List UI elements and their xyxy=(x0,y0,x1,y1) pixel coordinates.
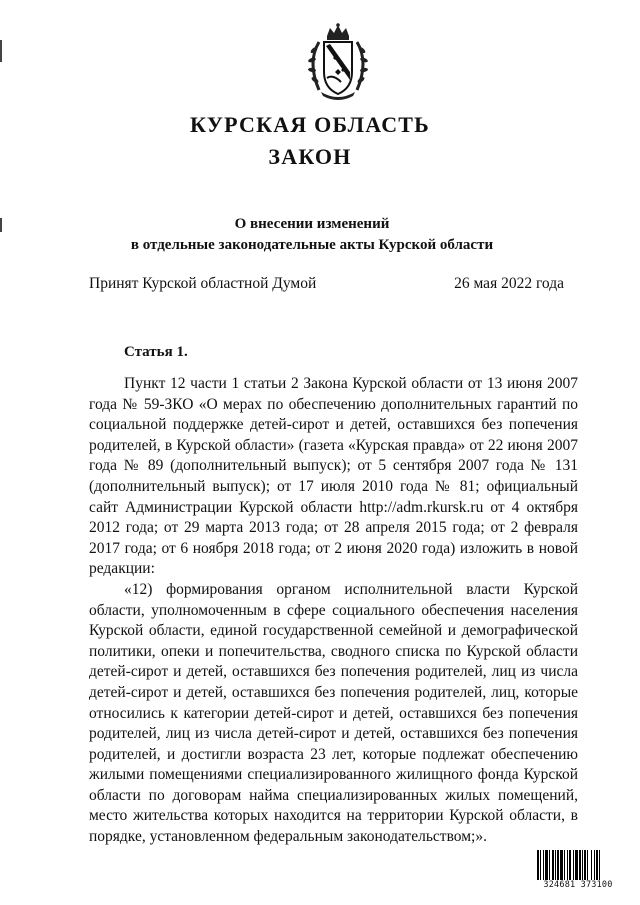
barcode-bar xyxy=(537,850,539,880)
barcode-bar xyxy=(587,850,588,880)
article-paragraph: «12) формирования органом исполнительной власти Курской области, уполномоченным в сфере социального обеспечения населения Курской области, единой государственной семейной и демографической политики, опеки и попечительства, сводного списка по Курской области детей-сирот и детей, оставшихся без попечения родителей, лиц из числа детей-сирот и детей, оставшихся без попечения родителей, лиц, которые относились к категории детей-сирот и детей, оставшихся без попечения родителей, лиц из числа детей-сирот и детей, оставшихся без попечения родителей, и достигли возраста 23 лет, которые подлежат обеспечению жилыми помещениями специализированного жилищного фонда Курской области по договорам найма специализированных жилых помещений, место жительства которых находится на территории Курской области, в порядке, установленном федеральным законодательством;». xyxy=(89,580,578,846)
barcode-number: 324681 373100 xyxy=(536,880,620,890)
barcode-bar xyxy=(569,850,571,880)
barcode-bar xyxy=(596,850,598,880)
barcode-bar xyxy=(557,850,559,880)
barcode-bar xyxy=(599,850,600,880)
barcode-bar xyxy=(584,850,586,880)
barcode-bar xyxy=(564,850,565,880)
scan-edge-mark xyxy=(0,40,2,62)
barcode-bar xyxy=(545,850,548,880)
barcode-bar xyxy=(543,850,544,880)
article-body xyxy=(89,374,578,848)
barcode-bar xyxy=(579,850,581,880)
barcode-bar xyxy=(582,850,583,880)
barcode-bar xyxy=(549,850,550,880)
law-subtitle-line-2: в отдельные законодательные акты Курской области xyxy=(130,237,494,253)
barcode-bar xyxy=(540,850,541,880)
kursk-coat-of-arms-emblem xyxy=(297,22,379,104)
barcode-bar xyxy=(591,850,592,880)
barcode-bar xyxy=(552,850,554,880)
barcode-bar xyxy=(560,850,563,880)
barcode-bar xyxy=(555,850,556,880)
article-paragraph: Пункт 12 части 1 статьи 2 Закона Курской области от 13 июня 2007 года № 59-ЗКО «О мерах по обеспечению дополнительных гарантий по социальной поддержке детей-сирот и детей, оставшихся без попечения родителей, в Курской области» (газета «Курская правда» от 22 июня 2007 года № 89 (дополнительный выпуск); от 5 сентября 2007 года № 131 (дополнительный выпуск); от 17 июля 2010 года № 81; официальный сайт Администрации Курской области http://adm.rkursk.ru от 4 октября 2012 года; от 29 марта 2013 года; от 28 апреля 2015 года; от 2 февраля 2017 года; от 6 ноября 2018 года; от 2 июня 2020 года) изложить в новой редакции: xyxy=(89,375,578,578)
article-heading: Статья 1. xyxy=(124,344,188,360)
barcode-bar xyxy=(567,850,568,880)
adoption-date: 26 мая 2022 года xyxy=(454,275,564,292)
barcode-bar xyxy=(573,850,574,880)
document-type-title: ЗАКОН xyxy=(268,144,352,169)
law-subtitle-line-1: О внесении изменений xyxy=(234,216,390,232)
barcode-bar xyxy=(594,850,595,880)
barcode-bar xyxy=(575,850,578,880)
adopted-by-text: Принят Курской областной Думой xyxy=(89,275,317,292)
region-title: КУРСКАЯ ОБЛАСТЬ xyxy=(190,112,430,137)
